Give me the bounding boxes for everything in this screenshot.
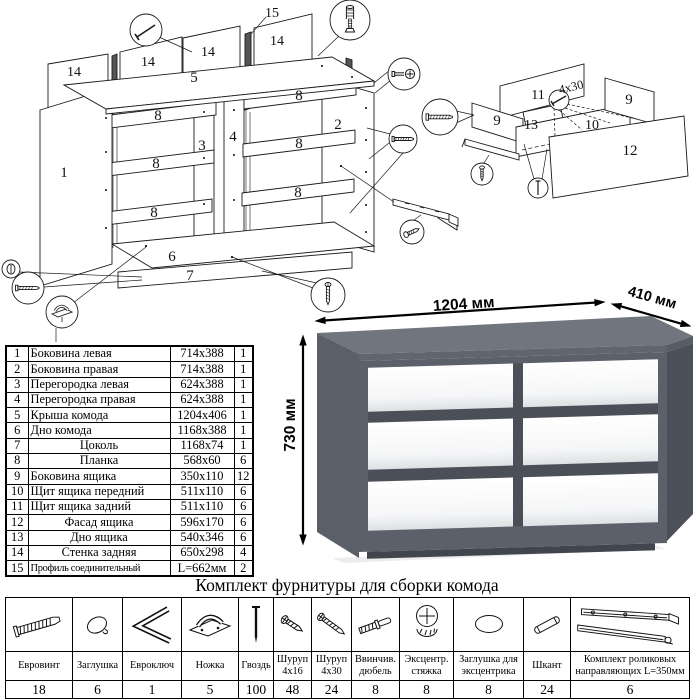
confirmat-screw-icon [8, 600, 70, 650]
hw-name: Заглушка для эксцентрика [454, 652, 524, 681]
part-label-8: 8 [152, 156, 160, 172]
dresser-render [317, 316, 693, 563]
part-label-8: 8 [154, 108, 162, 124]
hw-icon-cell [352, 598, 400, 652]
part-num: 8 [6, 454, 28, 469]
hw-qty: 18 [6, 681, 73, 699]
hw-icon-cell [571, 598, 690, 652]
part-label-9: 9 [493, 113, 501, 129]
eccentric-cam-icon [401, 600, 453, 650]
part-label-11: 11 [531, 88, 545, 103]
hardware-qty-row [6, 681, 690, 699]
hw-name: Эксцентр. стяжка [400, 652, 454, 681]
part-label-8: 8 [295, 136, 303, 152]
nail-icon [244, 600, 268, 650]
part-size: L=662мм [170, 561, 234, 577]
part-label-13: 13 [524, 118, 538, 133]
hw-qty: 8 [454, 681, 524, 699]
eccentric-callout [388, 58, 420, 90]
rail-screw-callout [400, 220, 424, 244]
part-qty: 1 [234, 346, 253, 362]
part-label-14: 14 [270, 34, 284, 49]
part-name: Планка [28, 454, 170, 469]
part-size: 511x110 [170, 499, 234, 514]
part-label-8: 8 [294, 185, 302, 201]
hw-qty: 8 [400, 681, 454, 699]
part-label-14: 14 [201, 45, 215, 60]
table-row [6, 392, 253, 407]
table-row [6, 408, 253, 423]
hw-icon-cell [182, 598, 239, 652]
hw-name: Гвоздь [239, 652, 274, 681]
drawer-front [523, 414, 658, 465]
table-row [6, 454, 253, 469]
part-name: Щит ящика задний [28, 499, 170, 514]
part-size: 511x110 [170, 484, 234, 499]
part-name: Дно ящика [28, 530, 170, 545]
part-num: 1 [6, 346, 28, 362]
part-label-3: 3 [198, 138, 206, 154]
roller-slides-icon [572, 600, 688, 650]
part-num: 2 [6, 362, 28, 377]
part-size: 1168x388 [170, 423, 234, 438]
table-row [6, 484, 253, 499]
part-qty: 6 [234, 454, 253, 469]
hardware-kit-title: Комплект фурнитуры для сборки комода [195, 575, 499, 595]
part-num: 4 [6, 392, 28, 407]
part-size: 624x388 [170, 392, 234, 407]
part-label-1: 1 [60, 165, 68, 181]
part-qty: 1 [234, 423, 253, 438]
part-name: Перегородка правая [28, 392, 170, 407]
hw-name: Заглушка [73, 652, 123, 681]
hw-icon-cell [524, 598, 571, 652]
part-qty: 1 [234, 392, 253, 407]
dresser-left-side [317, 333, 359, 558]
hw-icon-cell [454, 598, 524, 652]
hw-name: Шкант [524, 652, 571, 681]
part-qty: 2 [234, 561, 253, 577]
drawer-front [368, 363, 513, 411]
part-label-15: 15 [265, 6, 279, 21]
screw-size-label: 4x30 [557, 77, 585, 97]
part-size: 596x170 [170, 515, 234, 530]
furniture-cap-icon [75, 600, 121, 650]
part-size: 350x110 [170, 469, 234, 484]
hw-name: Евроключ [123, 652, 182, 681]
screw-4x30-icon [313, 600, 351, 650]
hw-qty: 5 [182, 681, 239, 699]
hw-qty: 48 [274, 681, 312, 699]
table-row [6, 469, 253, 484]
table-row [6, 515, 253, 530]
part-qty: 1 [234, 377, 253, 392]
hw-icon-cell [123, 598, 182, 652]
part-label-2: 2 [334, 117, 342, 133]
part-name: Боковина правая [28, 362, 170, 377]
part-label-14: 14 [141, 55, 155, 70]
part-qty: 6 [234, 499, 253, 514]
nail-callout [130, 14, 162, 46]
part-label-5: 5 [190, 70, 198, 86]
part-num: 3 [6, 377, 28, 392]
hw-qty: 1 [123, 681, 182, 699]
table-row [6, 438, 253, 453]
part-name: Крыша комода [28, 408, 170, 423]
part-num: 12 [6, 515, 28, 530]
part-size: 714x388 [170, 362, 234, 377]
hw-name: Комплект роликовых направляющих L=350мм [571, 652, 690, 681]
part-qty: 6 [234, 530, 253, 545]
part-label-14: 14 [67, 65, 81, 80]
table-row [6, 423, 253, 438]
hw-name: Евровинт [6, 652, 73, 681]
part-size: 714x388 [170, 346, 234, 362]
table-row [6, 499, 253, 514]
hw-name: Шуруп 4x16 [274, 652, 312, 681]
drawer-front [523, 473, 658, 526]
part-size: 1204x406 [170, 408, 234, 423]
hardware-labels-row [6, 652, 690, 681]
part-label-6: 6 [168, 249, 176, 265]
hw-name: Ножка [182, 652, 239, 681]
part-num: 11 [6, 499, 28, 514]
cam-cap-icon [456, 600, 522, 650]
part-qty: 1 [234, 408, 253, 423]
part-size: 1168x74 [170, 438, 234, 453]
part-qty: 1 [234, 438, 253, 453]
part-qty: 12 [234, 469, 253, 484]
part-qty: 1 [234, 362, 253, 377]
part-name: Боковина ящика [28, 469, 170, 484]
part-name: Профиль соединительный [28, 561, 170, 577]
part-qty: 6 [234, 484, 253, 499]
dresser-right-side [667, 343, 693, 541]
part-name: Боковина левая [28, 346, 170, 362]
hw-name: Шуруп 4x30 [312, 652, 352, 681]
part-name: Дно комода [28, 423, 170, 438]
hw-icon-cell [400, 598, 454, 652]
hw-qty: 6 [571, 681, 690, 699]
hw-qty: 24 [524, 681, 571, 699]
part-label-9: 9 [625, 92, 633, 108]
part-name: Щит ящика передний [28, 484, 170, 499]
drawer-front [523, 359, 658, 407]
wood-dowel-icon [525, 600, 569, 650]
table-row [6, 545, 253, 560]
hex-key-icon [124, 600, 180, 650]
table-row [6, 362, 253, 377]
part-label-10: 10 [585, 118, 599, 133]
part-name: Стенка задняя [28, 545, 170, 560]
table-row [6, 530, 253, 545]
part-name: Перегородка левая [28, 377, 170, 392]
part-label-8: 8 [295, 88, 303, 104]
part-num: 6 [6, 423, 28, 438]
table-row [6, 346, 253, 362]
hw-icon-cell [312, 598, 352, 652]
part-num: 5 [6, 408, 28, 423]
part-size: 540x346 [170, 530, 234, 545]
part-label-4: 4 [229, 129, 237, 145]
part-num: 13 [6, 530, 28, 545]
part-size: 624x388 [170, 377, 234, 392]
width-dimension-label: 1204 мм [432, 293, 496, 316]
furniture-foot-icon [182, 600, 238, 650]
confirmat-callout [389, 125, 417, 153]
part-name: Цоколь [28, 438, 170, 453]
hw-qty: 8 [352, 681, 400, 699]
screw-in-dowel-icon [353, 600, 399, 650]
hw-qty: 24 [312, 681, 352, 699]
hw-icon-cell [6, 598, 73, 652]
part-num: 15 [6, 561, 28, 577]
drawer-slide-rail [465, 139, 519, 160]
exploded-assembly-diagram [2, 0, 688, 342]
hw-icon-cell [239, 598, 274, 652]
hardware-kit-table [5, 597, 690, 699]
part-label-12: 12 [622, 143, 638, 159]
part-num: 10 [6, 484, 28, 499]
hw-qty: 6 [73, 681, 123, 699]
part-name: Фасад ящика [28, 515, 170, 530]
part-qty: 4 [234, 545, 253, 560]
left-side-panel [40, 88, 112, 286]
height-dimension-label: 730 мм [282, 398, 299, 452]
depth-dimension-label: 410 мм [626, 283, 679, 313]
part-label-8: 8 [150, 205, 158, 221]
screw-4x16-icon [275, 600, 311, 650]
table-row [6, 377, 253, 392]
part-qty: 6 [234, 515, 253, 530]
part-num: 14 [6, 545, 28, 560]
part-num: 7 [6, 438, 28, 453]
drawer-front [368, 418, 513, 469]
hardware-icons-row [6, 598, 690, 652]
drawer-front [368, 477, 513, 530]
part-size: 568x60 [170, 454, 234, 469]
part-size: 650x298 [170, 545, 234, 560]
hw-icon-cell [274, 598, 312, 652]
hw-qty: 100 [239, 681, 274, 699]
hw-name: Ввинчив. дюбель [352, 652, 400, 681]
part-label-7: 7 [186, 268, 194, 284]
parts-list-table [5, 345, 254, 577]
hw-icon-cell [73, 598, 123, 652]
part-num: 9 [6, 469, 28, 484]
